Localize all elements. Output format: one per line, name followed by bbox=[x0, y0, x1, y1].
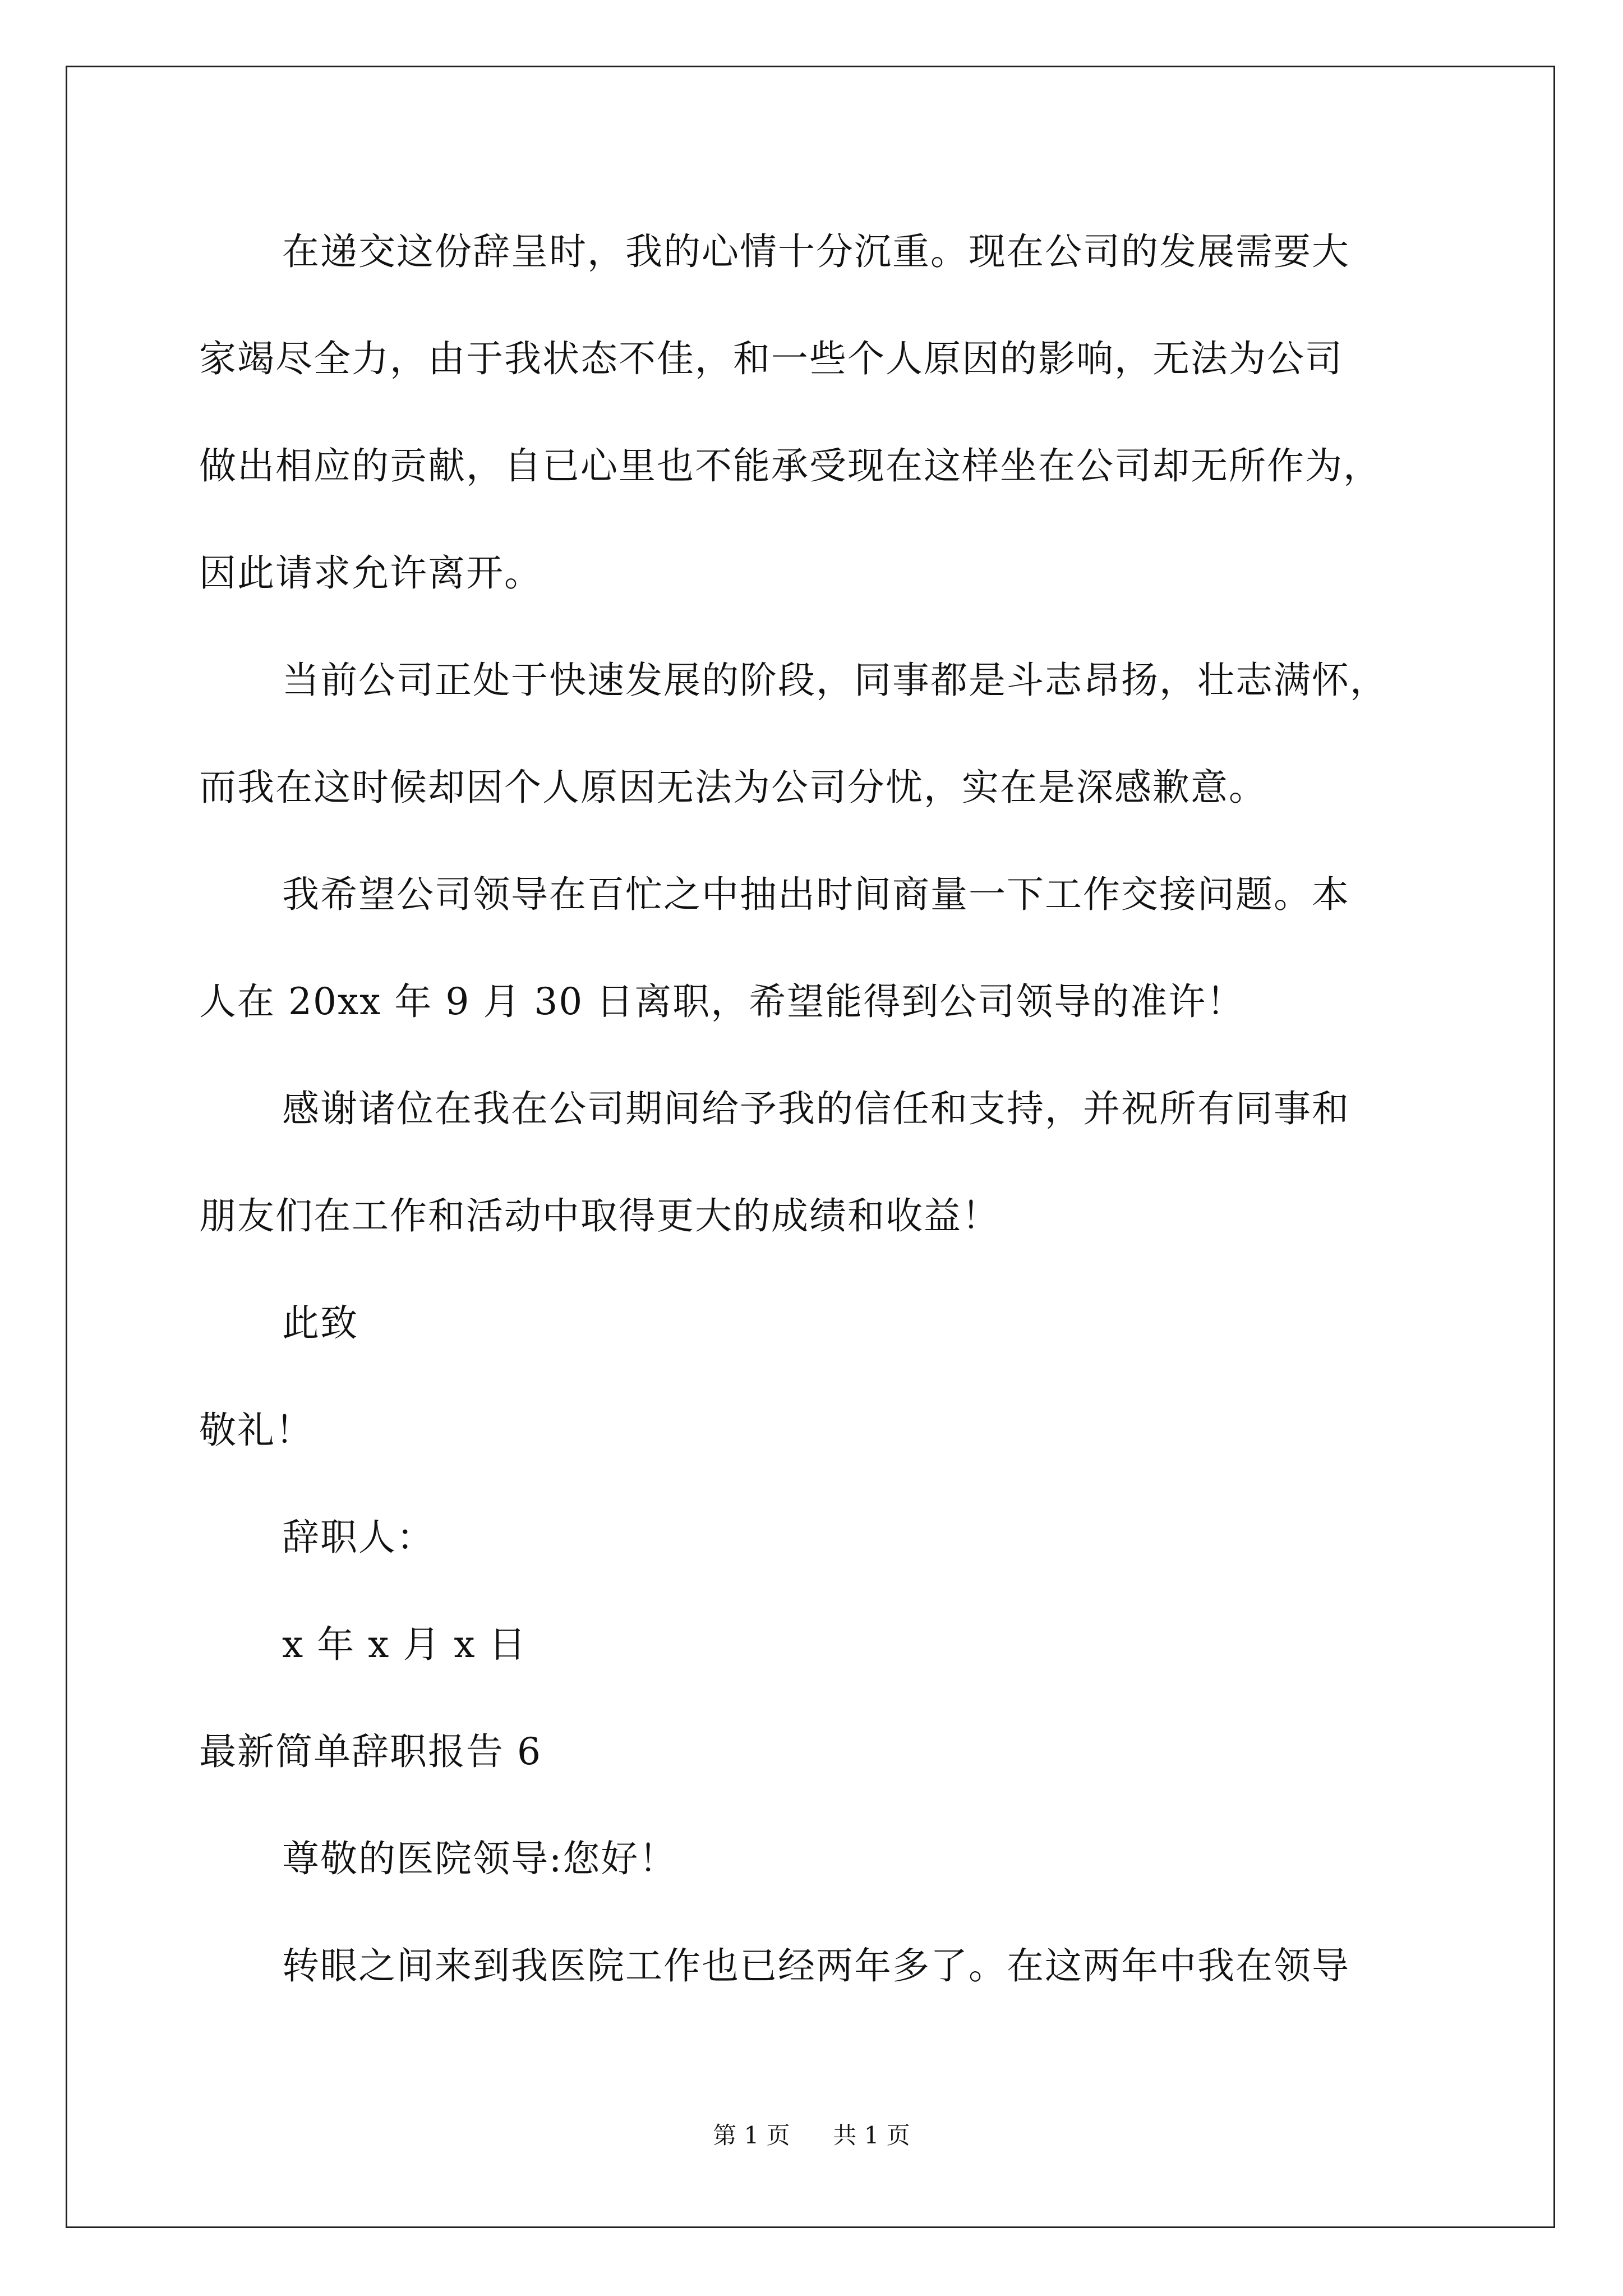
date-line: x 年 x 月 x 日 bbox=[282, 1623, 527, 1666]
paragraph-line: 做出相应的贡献，自已心里也不能承受现在这样坐在公司却无所作为， bbox=[199, 444, 1381, 487]
signature-label: 辞职人： bbox=[282, 1516, 435, 1559]
salutation-closing: 此致 bbox=[282, 1301, 358, 1345]
greeting-line: 尊敬的医院领导:您好！ bbox=[282, 1837, 677, 1880]
page-border bbox=[66, 66, 1555, 2228]
page-number: 第 1 页 bbox=[713, 2122, 790, 2149]
paragraph-line: 在递交这份辞呈时，我的心情十分沉重。现在公司的发展需要大 bbox=[282, 230, 1350, 273]
page-total: 共 1 页 bbox=[833, 2122, 910, 2149]
page-footer bbox=[0, 2119, 1623, 2152]
paragraph-line: 因此请求允许离开。 bbox=[199, 551, 542, 595]
section-heading: 最新简单辞职报告 6 bbox=[199, 1730, 542, 1773]
paragraph-line: 当前公司正处于快速发展的阶段，同事都是斗志昂扬，壮志满怀， bbox=[282, 659, 1388, 702]
paragraph-line: 朋友们在工作和活动中取得更大的成绩和收益！ bbox=[199, 1194, 1000, 1237]
paragraph-line: 转眼之间来到我医院工作也已经两年多了。在这两年中我在领导 bbox=[282, 1944, 1350, 1987]
paragraph-line: 而我在这时候却因个人原因无法为公司分忧，实在是深感歉意。 bbox=[199, 766, 1267, 809]
paragraph-line: 感谢诸位在我在公司期间给予我的信任和支持，并祝所有同事和 bbox=[282, 1087, 1350, 1130]
paragraph-line: 我希望公司领导在百忙之中抽出时间商量一下工作交接问题。本 bbox=[282, 873, 1350, 916]
paragraph-line: 家竭尽全力，由于我状态不佳，和一些个人原因的影响，无法为公司 bbox=[199, 337, 1343, 380]
salutation-regards: 敬礼！ bbox=[199, 1409, 313, 1452]
paragraph-line: 人在 20xx 年 9 月 30 日离职，希望能得到公司领导的准许！ bbox=[199, 980, 1245, 1023]
